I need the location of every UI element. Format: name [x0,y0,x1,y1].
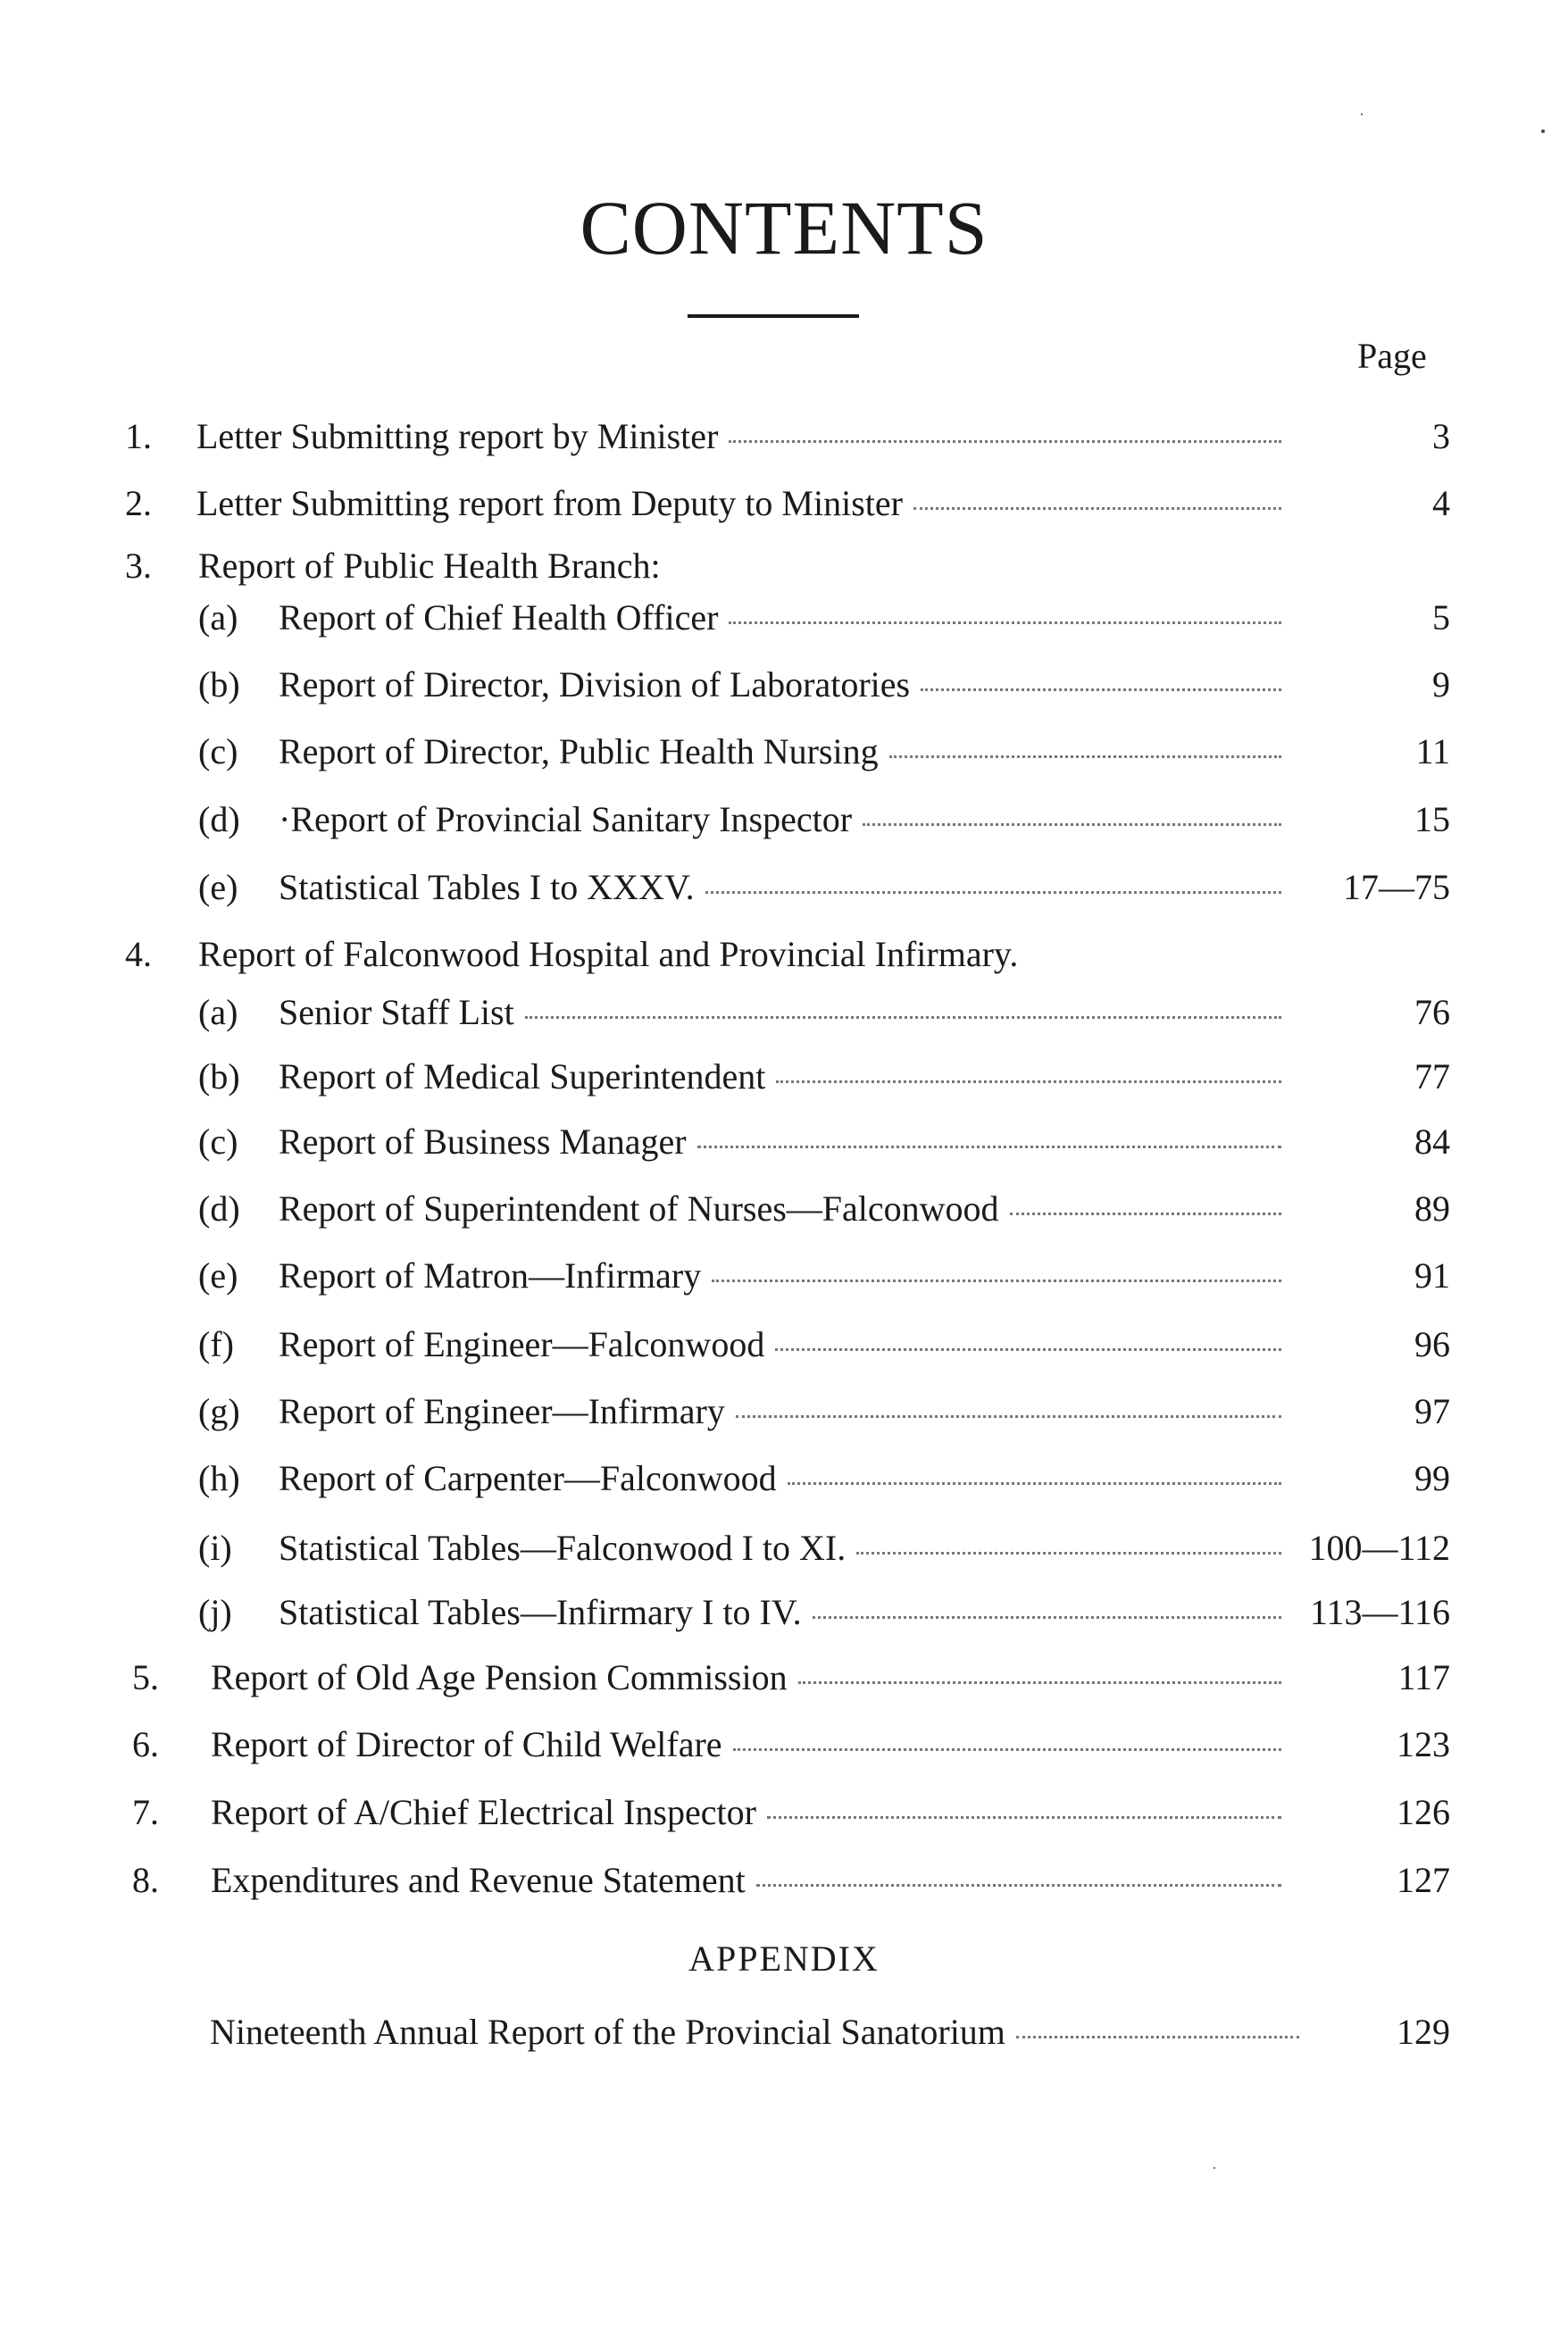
entry-page: 89 [1414,1188,1450,1229]
entry-text: Report of Engineer—Falconwood [279,1324,765,1364]
entry-page: 100—112 [1308,1528,1450,1568]
toc-entry [0,1791,1568,1841]
entry-number: 2. [125,483,152,523]
toc-entry [0,1591,1568,1641]
dot-leader [736,1415,1281,1418]
print-speck [1214,2167,1215,2169]
entry-number: (f) [198,1324,234,1364]
entry-text: Report of Engineer—Infirmary [279,1391,725,1431]
entry-text: Report of Matron—Infirmary [279,1255,702,1296]
dot-leader [733,1748,1281,1751]
toc-entry [0,663,1568,713]
entry-number: (a) [198,992,238,1032]
dot-leader [729,440,1281,443]
entry-text: Report of Falconwood Hospital and Provincial Infirmary. [198,934,1019,974]
entry-number: (a) [198,597,238,638]
entry-text: Report of Public Health Branch: [198,546,661,586]
toc-entry [0,866,1568,916]
entry-page: 15 [1414,799,1450,839]
entry-number: (e) [198,867,238,907]
toc-entry [0,596,1568,646]
entry-text: Report of Director, Public Health Nursing [279,731,879,771]
entry-number: 7. [132,1792,159,1832]
entry-text: Statistical Tables—Falconwood I to XI. [279,1528,847,1568]
toc-entry [0,991,1568,1041]
toc-entry [0,730,1568,780]
entry-number: (e) [198,1255,238,1296]
toc-entry [0,1055,1568,1105]
entry-number: (c) [198,731,238,771]
dot-leader [913,507,1281,510]
dot-leader [756,1884,1281,1887]
entry-page: 96 [1414,1324,1450,1364]
entry-text: Report of Chief Health Officer [279,597,719,638]
title-rule [688,314,859,318]
entry-page: 127 [1397,1860,1450,1900]
entry-page: 11 [1415,731,1450,771]
entry-number: 4. [125,934,152,974]
entry-number: 1. [125,416,152,456]
entry-number: (c) [198,1121,238,1162]
entry-text: Statistical Tables I to XXXV. [279,867,695,907]
dot-leader [813,1616,1281,1619]
entry-number: (j) [198,1592,232,1632]
entry-text: Letter Submitting report from Deputy to Minister [196,483,903,523]
entry-text: Report of Medical Superintendent [279,1056,766,1096]
toc-entry [0,798,1568,848]
toc-entry [0,1527,1568,1577]
entry-text: Report of Carpenter—Falconwood [279,1458,777,1498]
entry-number: 3. [125,546,152,586]
entry-page: 4 [1432,483,1450,523]
entry-number: 6. [132,1724,159,1764]
toc-entry [0,1457,1568,1507]
entry-page: 5 [1432,597,1450,638]
entry-number: (g) [198,1391,240,1431]
dot-leader [767,1816,1281,1819]
print-speck [1541,129,1545,133]
dot-leader [697,1146,1281,1148]
entry-text: Report of Business Manager [279,1121,687,1162]
dot-leader [921,688,1281,691]
entry-text: Report of Director of Child Welfare [211,1724,722,1764]
dot-leader [889,755,1281,758]
dot-leader [798,1681,1281,1684]
toc-entry [0,1255,1568,1305]
entry-text: Senior Staff List [279,992,514,1032]
page-title: CONTENTS [580,185,988,271]
entry-text: Expenditures and Revenue Statement [211,1860,746,1900]
entry-text: Report of Director, Division of Laboratories [279,664,911,704]
appendix-entry-page: 129 [1397,2012,1450,2052]
toc-entry [0,933,1568,983]
entry-page: 76 [1414,992,1450,1032]
entry-page: 91 [1414,1255,1450,1296]
entry-page: 77 [1414,1056,1450,1096]
appendix-entry [0,2011,1568,2061]
dot-leader [863,823,1281,826]
entry-number: (i) [198,1528,232,1568]
entry-number: (h) [198,1458,240,1498]
page-column-label: Page [1357,336,1427,376]
appendix-entry-text: Nineteenth Annual Report of the Provincial Sanatorium [210,2012,1005,2052]
entry-page: 84 [1414,1121,1450,1162]
toc-entry [0,1390,1568,1440]
entry-number: (b) [198,664,240,704]
dot-leader [1016,2036,1299,2038]
entry-text: Report of A/Chief Electrical Inspector [211,1792,756,1832]
entry-text: Letter Submitting report by Minister [196,416,719,456]
toc-entry [0,1323,1568,1373]
toc-entry [0,482,1568,532]
toc-entry [0,1188,1568,1238]
toc-entry [0,415,1568,465]
entry-page: 123 [1397,1724,1450,1764]
entry-page: 97 [1414,1391,1450,1431]
entry-page: 99 [1414,1458,1450,1498]
entry-page: 17—75 [1343,867,1450,907]
entry-text: Statistical Tables—Infirmary I to IV. [279,1592,802,1632]
dot-leader [712,1280,1281,1282]
toc-entry [0,1656,1568,1706]
dot-leader [705,891,1281,894]
entry-page: 113—116 [1309,1592,1450,1632]
dot-leader [788,1482,1281,1485]
entry-page: 3 [1432,416,1450,456]
entry-number: 5. [132,1657,159,1697]
dot-leader [776,1080,1281,1083]
entry-number: (b) [198,1056,240,1096]
entry-page: 126 [1397,1792,1450,1832]
toc-entry [0,1723,1568,1773]
toc-entry [0,1121,1568,1171]
dot-leader [1010,1213,1281,1215]
dot-leader [525,1016,1281,1019]
entry-text: Report of Superintendent of Nurses—Falconwood [279,1188,999,1229]
dot-leader [775,1348,1281,1351]
toc-entry [0,1859,1568,1909]
print-speck [1361,113,1363,115]
toc-entry [0,545,1568,595]
entry-text: Report of Old Age Pension Commission [211,1657,788,1697]
entry-page: 9 [1432,664,1450,704]
dot-leader [856,1552,1281,1555]
appendix-heading: APPENDIX [688,1938,880,1979]
entry-number: (d) [198,799,240,839]
entry-page: 117 [1397,1657,1450,1697]
entry-text: ·Report of Provincial Sanitary Inspector [279,799,853,839]
entry-number: (d) [198,1188,240,1229]
dot-leader [729,621,1281,624]
entry-number: 8. [132,1860,159,1900]
